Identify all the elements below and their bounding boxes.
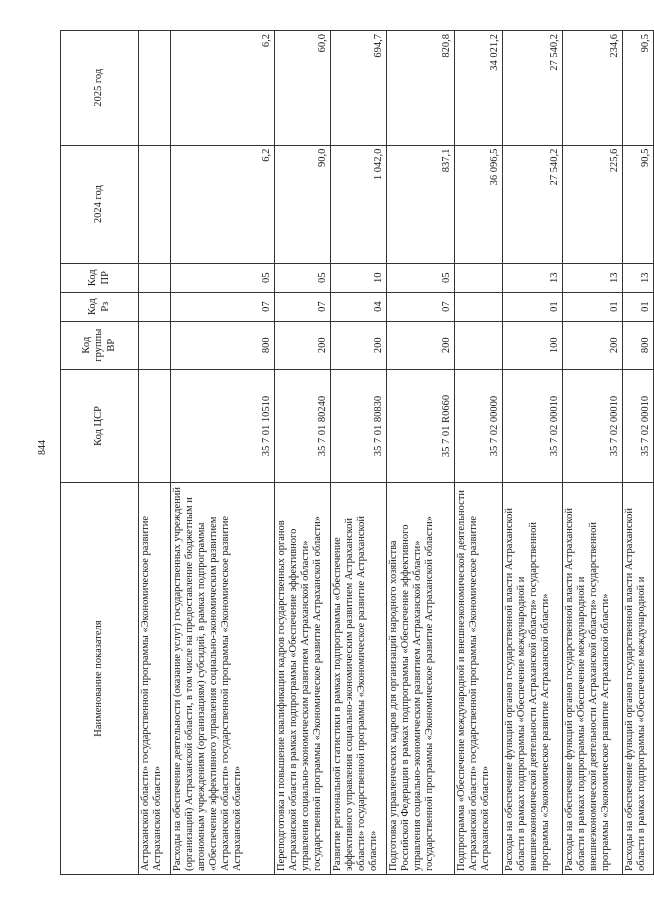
budget-table <box>60 30 654 875</box>
row-vr <box>139 321 171 369</box>
table-row <box>387 31 455 875</box>
row-2024: 27 540,2 <box>503 145 563 263</box>
row-2024: 90,0 <box>275 145 331 263</box>
table-row <box>331 31 387 875</box>
row-rz: 01 <box>503 292 563 321</box>
row-pr: 13 <box>623 263 654 292</box>
row-name: Астраханской области» государственной программы «Экономическое развитие Астраханской области» <box>139 483 171 875</box>
row-pr: 10 <box>331 263 387 292</box>
table-row <box>171 31 275 875</box>
row-csr: 35 7 02 00010 <box>623 369 654 482</box>
row-pr <box>139 263 171 292</box>
row-2025: 820,8 <box>387 31 455 146</box>
row-csr: 35 7 01 R0660 <box>387 369 455 482</box>
header-vr: Код группы ВР <box>61 321 139 369</box>
table-row <box>623 31 654 875</box>
row-vr: 200 <box>387 321 455 369</box>
row-name: Расходы на обеспечение функций органов государственной власти Астраханской области в рамках подпрограммы «Обеспечение международной и внешнеэкономической деятельности Астраханской области» государственной программы «Экономическое развитие Астраханской области» <box>563 483 623 875</box>
budget-table-rotated <box>60 30 651 875</box>
row-pr: 05 <box>275 263 331 292</box>
table-header-row <box>61 31 139 875</box>
row-rz: 07 <box>275 292 331 321</box>
row-pr: 05 <box>387 263 455 292</box>
row-pr: 13 <box>563 263 623 292</box>
table-row <box>455 31 503 875</box>
row-vr: 200 <box>563 321 623 369</box>
row-rz: 01 <box>563 292 623 321</box>
row-2025: 34 021,2 <box>455 31 503 146</box>
row-rz: 07 <box>171 292 275 321</box>
row-2024: 837,1 <box>387 145 455 263</box>
row-2024: 6,2 <box>171 145 275 263</box>
row-csr: 35 7 02 00010 <box>563 369 623 482</box>
row-csr <box>139 369 171 482</box>
table-row <box>275 31 331 875</box>
row-name: Подготовка управленческих кадров для организаций народного хозяйства Российской Федерации в рамках подпрограммы «Обеспечение эффективного управления социально-экономическим развитием Астраханской области» государственной программы «Экономическое развитие Астраханской области» <box>387 483 455 875</box>
header-csr: Код ЦСР <box>61 369 139 482</box>
row-rz: 04 <box>331 292 387 321</box>
row-rz: 07 <box>387 292 455 321</box>
row-2024 <box>139 145 171 263</box>
row-csr: 35 7 01 80830 <box>331 369 387 482</box>
row-2025: 6,2 <box>171 31 275 146</box>
row-vr: 800 <box>623 321 654 369</box>
header-2025: 2025 год <box>61 31 139 146</box>
row-name: Расходы на обеспечение функций органов государственной власти Астраханской области в рамках подпрограммы «Обеспечение международной и <box>623 483 654 875</box>
row-vr: 200 <box>275 321 331 369</box>
row-2025: 90,5 <box>623 31 654 146</box>
row-pr: 13 <box>503 263 563 292</box>
row-csr: 35 7 01 80240 <box>275 369 331 482</box>
row-rz <box>139 292 171 321</box>
row-2025 <box>139 31 171 146</box>
row-2024: 1 042,0 <box>331 145 387 263</box>
row-2025: 60,0 <box>275 31 331 146</box>
table-row <box>563 31 623 875</box>
row-pr <box>455 263 503 292</box>
row-2025: 27 540,2 <box>503 31 563 146</box>
row-2025: 234,6 <box>563 31 623 146</box>
row-2024: 36 096,5 <box>455 145 503 263</box>
row-name: Развитие региональной статистики в рамках подпрограммы «Обеспечение эффективного управления социально-экономическим развитием Астраханской области» государственной программы «Экономическое развитие Астраханской области» <box>331 483 387 875</box>
row-vr: 100 <box>503 321 563 369</box>
row-csr: 35 7 02 00010 <box>503 369 563 482</box>
table-row <box>139 31 171 875</box>
row-vr: 200 <box>331 321 387 369</box>
header-pr: Код ПР <box>61 263 139 292</box>
table-row <box>503 31 563 875</box>
row-name: Подпрограмма «Обеспечение международной и внешнеэкономической деятельности Астраханской области» государственной программы «Экономическое развитие Астраханской области» <box>455 483 503 875</box>
row-csr: 35 7 02 00000 <box>455 369 503 482</box>
row-rz: 01 <box>623 292 654 321</box>
row-2024: 225,6 <box>563 145 623 263</box>
header-name: Наименование показателя <box>61 483 139 875</box>
row-name: Расходы на обеспечение деятельности (оказание услуг) государственных учреждений (организаций) Астраханской области, в том числе на предоставление бюджетным и автономным учреждениям (организациям) субсидий, в рамках подпрограммы «Обеспечение эффективного управления социально-экономическим развитием Астраханской области» государственной программы «Экономическое развитие Астраханской области» <box>171 483 275 875</box>
row-2025: 694,7 <box>331 31 387 146</box>
page-number: 844 <box>37 440 48 455</box>
row-name: Переподготовка и повышение квалификации кадров государственных органов Астраханской области в рамках подпрограммы «Обеспечение эффективного управления социально-экономическим развитием Астраханской области» государственной программы «Экономическое развитие Астраханской области» <box>275 483 331 875</box>
row-csr: 35 7 01 10510 <box>171 369 275 482</box>
header-rz: Код Рз <box>61 292 139 321</box>
row-rz <box>455 292 503 321</box>
row-pr: 05 <box>171 263 275 292</box>
row-name: Расходы на обеспечение функций органов государственной власти Астраханской области в рамках подпрограммы «Обеспечение международной и внешнеэкономической деятельности Астраханской области» государственной программы «Экономическое развитие Астраханской области» <box>503 483 563 875</box>
header-2024: 2024 год <box>61 145 139 263</box>
row-vr <box>455 321 503 369</box>
row-vr: 800 <box>171 321 275 369</box>
row-2024: 90,5 <box>623 145 654 263</box>
